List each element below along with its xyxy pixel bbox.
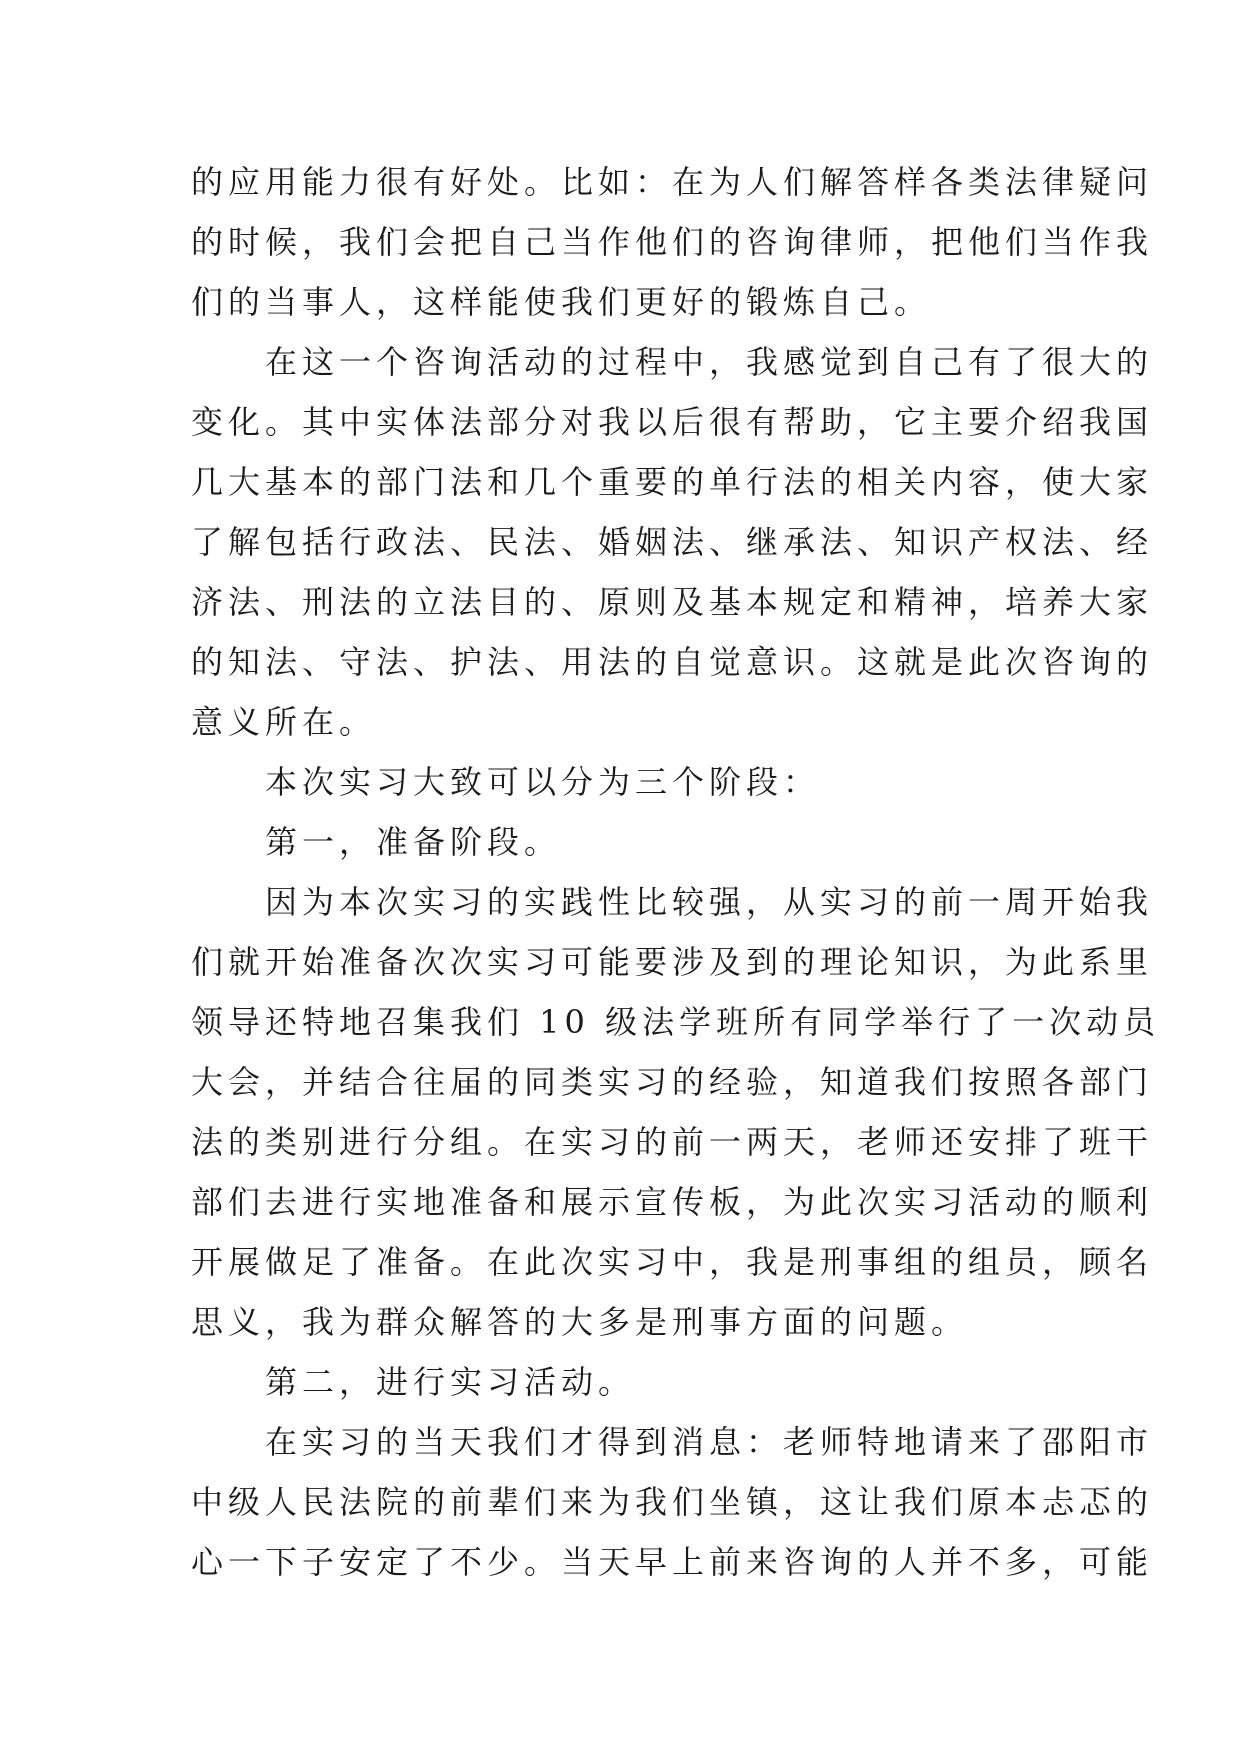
text-line: 的知法、守法、护法、用法的自觉意识。这就是此次咨询的 (191, 643, 1154, 681)
section-heading: 第一，准备阶段。 (265, 823, 562, 861)
text-line: 大会，并结合往届的同类实习的经验，知道我们按照各部门 (191, 1063, 1154, 1101)
text-line: 们就开始准备次次实习可能要涉及到的理论知识，为此系里 (191, 943, 1154, 981)
text-line: 了解包括行政法、民法、婚姻法、继承法、知识产权法、经 (191, 523, 1154, 561)
text-line: 心一下子安定了不少。当天早上前来咨询的人并不多，可能 (191, 1543, 1154, 1581)
text-line: 的应用能力很有好处。比如：在为人们解答样各类法律疑问 (191, 163, 1154, 201)
paragraph-first-line: 在这一个咨询活动的过程中，我感觉到自己有了很大的 (265, 343, 1154, 381)
text-line: 意义所在。 (191, 703, 377, 741)
text-line: 部们去进行实地准备和展示宣传板，为此次实习活动的顺利 (191, 1183, 1154, 1221)
paragraph-first-line: 因为本次实习的实践性比较强，从实习的前一周开始我 (265, 883, 1154, 921)
text-line: 领导还特地召集我们 10 级法学班所有同学举行了一次动员 (191, 1003, 1161, 1041)
text-line: 开展做足了准备。在此次实习中，我是刑事组的组员，顾名 (191, 1243, 1154, 1281)
text-line: 中级人民法院的前辈们来为我们坐镇，这让我们原本忐忑的 (191, 1483, 1154, 1521)
text-line: 法的类别进行分组。在实习的前一两天，老师还安排了班干 (191, 1123, 1154, 1161)
text-line: 变化。其中实体法部分对我以后很有帮助，它主要介绍我国 (191, 403, 1154, 441)
text-line: 的时候，我们会把自己当作他们的咨询律师，把他们当作我 (191, 223, 1154, 261)
text-line: 们的当事人，这样能使我们更好的锻炼自己。 (191, 283, 932, 321)
document-body (191, 152, 1161, 1592)
section-heading: 第二，进行实习活动。 (265, 1363, 636, 1401)
text-line: 思义，我为群众解答的大多是刑事方面的问题。 (191, 1303, 969, 1341)
paragraph-first-line: 在实习的当天我们才得到消息：老师特地请来了邵阳市 (265, 1423, 1154, 1461)
paragraph-first-line: 本次实习大致可以分为三个阶段： (265, 763, 821, 801)
text-line: 几大基本的部门法和几个重要的单行法的相关内容，使大家 (191, 463, 1154, 501)
text-line: 济法、刑法的立法目的、原则及基本规定和精神，培养大家 (191, 583, 1154, 621)
